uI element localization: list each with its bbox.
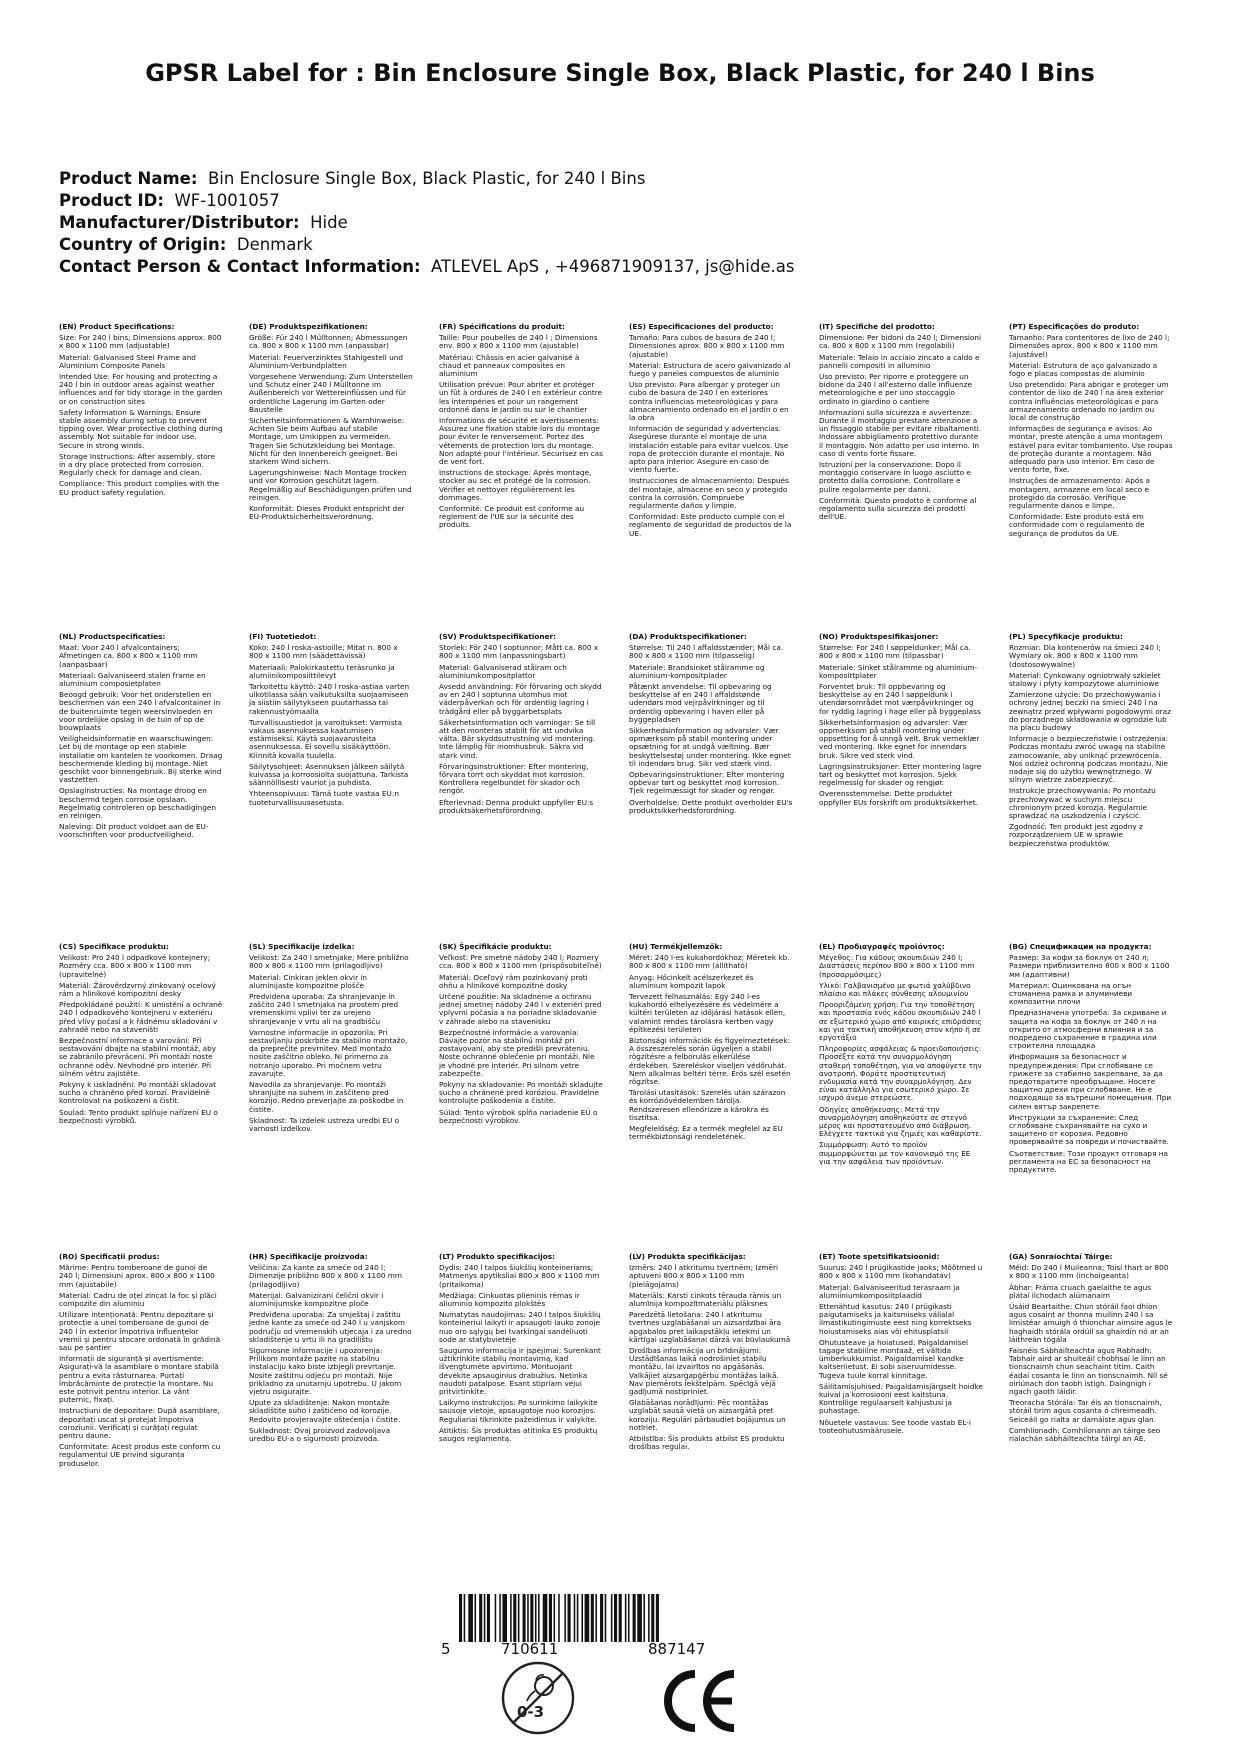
language-paragraph: Informacje o bezpieczeństwie i ostrzeżenia: Podczas montażu zwróć uwagę na stabilne zamocowanie, aby uniknąć przewrócenia. Noś odzież ochronną podczas montażu. Nie nadaje się do użytku wewnętrznego. W silnym wietrze zabezpieczyć.: [1009, 734, 1169, 785]
language-paragraph: Atitiktis: Šis produktas atitinka ES produktų saugos reglamentą.: [439, 1425, 598, 1444]
language-paragraph: Mărime: Pentru tomberoane de gunoi de 240 l; Dimensiuni aprox. 800 x 800 x 1100 mm (ajustabile): [59, 1263, 215, 1289]
barcode-bar: [543, 1594, 548, 1642]
language-paragraph: Material: Cadru de oțel zincat la foc și plăci compozite din aluminiu: [59, 1290, 217, 1309]
language-section: [819, 1253, 983, 1438]
barcode-bar: [581, 1594, 583, 1642]
language-paragraph: Méid: Do 240 l Muileanna; Toisí thart ar 800 x 800 x 1100 mm (inchoigeanta): [1009, 1263, 1169, 1281]
language-paragraph: Tarkoitettu käyttö: 240 l roska-astiaa varten ulkotilassa sään vaikutuksilta suojaamiseen ja siistiin säilytykseen puutarhassa tai rakennustyömaalla: [249, 682, 410, 716]
barcode-bar: [577, 1594, 579, 1642]
language-paragraph: Matériau: Châssis en acier galvanisé à chaud et panneaux composites en aluminium: [439, 352, 580, 379]
language-paragraph: Sukladnost: Ovaj proizvod zadovoljava uredbu EU-a o sigurnosti proizvoda.: [249, 1425, 391, 1444]
language-paragraph: Overensstemmelse: Dette produktet oppfyller EUs forskrift om produktsikkerhet.: [819, 789, 978, 807]
language-paragraph: Предназначена употреба: За скриване и защита на кофа за боклук от 240 л на открито от атмосферни влияния и за подредено съхранение в градина или строителна площадка: [1009, 1008, 1167, 1051]
language-paragraph: Conformitate: Acest produs este conform cu regulamentul UE privind siguranța produselor.: [59, 1442, 221, 1468]
language-paragraph: Overholdelse: Dette produkt overholder EU's produktsikkerhedsforordning.: [629, 797, 793, 815]
barcode-bar: [611, 1594, 613, 1642]
language-paragraph: Uso previsto: Per riporre e proteggere un bidone da 240 l all'esterno dalle influenze meteorologiche e per uno stoccaggio ordinato in giardino o cantiere: [819, 372, 972, 406]
barcode-bar: [619, 1594, 622, 1642]
language-heading: (EL) Προδιαγραφές προϊόντος:: [819, 942, 945, 951]
language-paragraph: Velikost: Za 240 l smetnjake; Mere približno 800 x 800 x 1100 mm (prilagodljivo): [249, 953, 409, 971]
language-heading: (FI) Tuotetiedot:: [249, 632, 317, 641]
language-section: [59, 943, 223, 1128]
language-heading: (ES) Especificaciones del producto:: [629, 322, 774, 331]
language-paragraph: Turvallisuustiedot ja varoitukset: Varmista vakaus asennuksessa kaatumisen estämiseksi. Käytä suojavarusteita asennuksessa. Ei sovellu sisäkäyttöön. Kiinnitä kovalla tuulella.: [249, 717, 402, 760]
barcode-bar: [648, 1594, 650, 1642]
language-paragraph: Instrucciones de almacenamiento: Después del montaje, almacene en seco y protegido contra la corrosión. Compruebe regularmente daños y limpie.: [629, 476, 789, 511]
barcode-bar: [495, 1594, 497, 1642]
language-paragraph: Ohutusteave ja hoiatused: Paigaldamisel tagage stabiilne montaaž, et vältida ümberkukkumist. Paigaldamisel kandke kaitseriietust. Ei sobi siseruumidesse. Tugeva tuule korral kinnitage.: [819, 1337, 969, 1380]
info-value: ATLEVEL ApS , +496871909137, js@hide.as: [431, 257, 795, 276]
language-paragraph: Materiál: Oceľový rám pozinkovaný proti ohňu a hliníkové kompozitné dosky: [439, 972, 588, 990]
language-heading: (GA) Sonraíochtaí Táirge:: [1009, 1252, 1113, 1261]
barcode-bar: [484, 1594, 486, 1642]
language-paragraph: Informazioni sulla sicurezza e avvertenze: Durante il montaggio prestare attenzione a un fissaggio stabile per evitare ribaltamenti. Indossare abbigliamento protettivo durante il montaggio. Non adatto per uso interno. In caso di vento forte fissare.: [819, 407, 982, 458]
barcode-bar: [651, 1594, 654, 1642]
language-paragraph: Ettenähtud kasutus: 240 l prügikasti paigutamiseks ja kaitsmiseks välialal ilmastikutingimuste eest ning korrektseks hoiustamiseks aias või ehitusplatsil: [819, 1302, 972, 1336]
barcode-bar: [605, 1594, 607, 1642]
language-paragraph: Biztonsági információk és figyelmeztetések: A összeszerelés során ügyeljen a stabil rögzítésre a felborulás elkerülése érdekében. Szereléskor viseljen védőruhát. Nem alkalmas beltéri térre. Erős szél esetén rögzítse.: [629, 1036, 791, 1087]
language-paragraph: Material: Cinkiran jeklen okvir in aluminijaste kompozitne plošče: [249, 972, 368, 990]
language-paragraph: Συμμόρφωση: Αυτό το προϊόν συμμορφώνεται με τον κανονισμό της ΕΕ για την ασφάλεια των προϊόντων.: [819, 1140, 971, 1166]
language-heading: (LT) Produkto specifikacijos:: [439, 1252, 556, 1261]
language-paragraph: Conformità: Questo prodotto è conforme al regolamento sulla sicurezza dei prodotti dell'UE.: [819, 495, 977, 522]
language-paragraph: Predviđena uporaba: Za smještaj i zaštitu jedne kante za smeće od 240 l u vanjskom području od vremenskih utjecaja i za uredno skladištenje u vrtu ili na gradilištu: [249, 1310, 412, 1344]
language-paragraph: Uso pretendido: Para abrigar e proteger um contentor de lixo de 240 l na área exterior contra influências meteorológicas e para armazenamento ordenado no jardim ou local de construção: [1009, 380, 1169, 423]
language-paragraph: Storlek: För 240 l soptunnor; Mått ca. 800 x 800 x 1100 mm (anpassningsbart): [439, 643, 599, 661]
language-section: [1009, 633, 1173, 851]
language-paragraph: Lagringsinstruksjoner: Etter montering lagre tørt og beskyttet mot korrosjon. Sjekk regelmessig for skader og rengjør.: [819, 761, 982, 788]
language-paragraph: Ábhar: Fráma cruach gaelaithe te agus plátaí ilchodach alúmanaim: [1009, 1282, 1152, 1300]
language-paragraph: Информация за безопасност и предупреждения: При сглобяване се грижете за стабилно закрепване, за да предотвратите преобръщане. Носете защитно дрехи при сглобяване. Не е подходящо за вътрешни помещения. При силен вятър закрепете.: [1009, 1052, 1172, 1111]
barcode: [455, 1594, 760, 1642]
language-heading: (FR) Spécifications du produit:: [439, 322, 565, 331]
barcode-bar: [585, 1594, 590, 1642]
language-paragraph: Instrukcje przechowywania: Po montażu przechowywać w suchym miejscu chronionym przed korozją. Regularnie sprawdzać na uszkodzenia i czyścić.: [1009, 786, 1156, 821]
language-paragraph: Paredzētā lietošana: 240 l atkritumu tvertnes uzglabāšanai un aizsardzībai āra apgabalos pret laikapstākļu ietekmi un kārtīgai uzglabāšanai dārzā vai būvlaukumā: [629, 1310, 791, 1344]
language-paragraph: Glabāšanas norādījumi: Pēc montāžas uzglabāt sausā vietā un aizsargātā pret koroziju. Regulāri pārbaudiet bojājumus un notīriet.: [629, 1398, 786, 1432]
barcode-bar: [633, 1594, 636, 1642]
language-heading: (DE) Produktspezifikationen:: [249, 322, 368, 331]
barcode-bar: [591, 1594, 594, 1642]
language-paragraph: Lagerungshinweise: Nach Montage trocken und vor Korrosion geschützt lagern. Regelmäßig auf Beschädigungen prüfen und reinigen.: [249, 468, 412, 502]
language-paragraph: Storage Instructions: After assembly, store in a dry place protected from corrosion. Regularly check for damage and clean.: [59, 451, 216, 478]
language-section: [629, 323, 793, 541]
language-paragraph: Размер: За кофи за боклук от 240 л; Размери приблизително 800 x 800 x 1100 мм (адаптивни): [1009, 953, 1170, 979]
barcode-bar: [600, 1594, 603, 1642]
barcode-bar: [535, 1594, 537, 1642]
language-heading: (SK) Špecifikácie produktu:: [439, 942, 552, 951]
language-paragraph: Upute za skladištenje: Nakon montaže skladištite suho i zaštićeno od korozije. Redovito provjeravajte oštećenja i čistite.: [249, 1398, 401, 1424]
barcode-bar: [625, 1594, 627, 1642]
barcode-bar: [538, 1594, 540, 1642]
language-paragraph: Megfelelőség: Ez a termék megfelel az EU termékbiztonsági rendeletének.: [629, 1124, 783, 1142]
language-paragraph: Beoogd gebruik: Voor het onderstellen en beschermen van een 240 l afvalcontainer in de buitenruimte tegen weersinvloeden en voor ordelijke opslag in de tuin of op de bouwplaats: [59, 690, 221, 733]
language-paragraph: Materiał: Cynkowany ogniotrwały szkielet stalowy i płyty kompozytowe aluminiowe: [1009, 670, 1161, 689]
language-paragraph: Instrucțiuni de depozitare: După asamblare, depozitați uscat și protejat împotriva coroziunii. Verificați și curățați regulat pentru daune.: [59, 1406, 220, 1441]
language-paragraph: Pokyny na skladovanie: Po montáži skladujte sucho a chránené pred koróziou. Pravidelne kontrolujte poškodenia a čistite.: [439, 1080, 603, 1106]
language-paragraph: Faisnéis Sábháilteachta agus Rabhadh: Tabhair aird ar shuiteáil chobhsaí le linn an tionscnaimh chun seachaint titim. Caith éadaí cosanta le linn an tionscnaimh. Níl sé oiriúnach don taobh istigh. Daingnigh i ngach gaoth láidir.: [1009, 1346, 1168, 1397]
barcode-bar: [568, 1594, 571, 1642]
language-heading: (SL) Specifikacije izdelka:: [249, 942, 355, 951]
barcode-bar: [487, 1594, 490, 1642]
info-value: WF-1001057: [174, 191, 280, 210]
language-paragraph: Předpokládané použití: K umístění a ochraně 240 l odpadkového kontejneru v exteriéru před vlivy počasí a k řádnému skladování v zahradě nebo na staveništi: [59, 1000, 223, 1034]
language-paragraph: Größe: Für 240 l Mülltonnen; Abmessungen ca. 800 x 800 x 1100 mm (anpassbar): [249, 333, 408, 351]
language-paragraph: Numatytas naudojimas: 240 l talpos šiukšlių konteineriui laikyti ir apsaugoti lauko zonoje nuo oro sąlygų bei tvarkingai sandėliuoti sode ar statybvietėje: [439, 1310, 601, 1344]
ce-mark-icon: [662, 1668, 740, 1734]
language-paragraph: Opbevaringsinstruktioner: Efter montering opbevar tørt og beskyttet mod korrosion. Tjek regelmæssigt for skader og rengør.: [629, 770, 785, 796]
barcode-bar: [595, 1594, 597, 1642]
language-paragraph: Informações de segurança e avisos: Ao montar, preste atenção a uma montagem estável para evitar tombamento. Use roupas de proteção durante a montagem. Não adequado para uso interior. Em caso de vento forte, fixe.: [1009, 424, 1173, 475]
barcode-bar: [475, 1594, 477, 1642]
barcode-bar: [564, 1594, 566, 1642]
language-paragraph: Conformidade: Este produto está em conformidade com o regulamento de segurança de produtos da UE.: [1009, 512, 1145, 538]
barcode-bar: [513, 1594, 516, 1642]
language-paragraph: Úsáid Beartaithe: Chun stóráil faoi dhíon agus cosaint ar thonna muilinn 240 l sa limistéar amuigh ó thionchar aimsire agus le haghaidh stórála ordúil sa ghairdín nó ar an láithreán tógála: [1009, 1302, 1173, 1344]
language-paragraph: Conformidad: Este producto cumple con el reglamento de seguridad de productos de la UE.: [629, 512, 792, 538]
barcode-bar: [549, 1594, 552, 1642]
language-paragraph: Konformität: Dieses Produkt entspricht der EU-Produktsicherheitsverordnung.: [249, 504, 405, 522]
barcode-bar: [479, 1594, 482, 1642]
barcode-bar: [510, 1594, 512, 1642]
language-paragraph: Maat: Voor 240 l afvalcontainers; Afmetingen ca. 800 x 800 x 1100 mm (aanpasbaar): [59, 643, 198, 669]
language-section: [819, 323, 983, 524]
language-paragraph: Soulad: Tento produkt splňuje nařízení EU o bezpečnosti výrobků.: [59, 1107, 218, 1125]
language-section: [439, 1253, 603, 1446]
language-paragraph: Veiligheidsinformatie en waarschuwingen: Let bij de montage op een stabiele installatie om kantelen te voorkomen. Draag beschermende kleding bij montage. Niet geschikt voor binnengebruik. Bij sterke wind vastzetten.: [59, 734, 223, 785]
info-label: Product Name:: [59, 169, 198, 188]
language-paragraph: Materijal: Galvanizirani čelični okvir i aluminijumske kompozitne ploče: [249, 1290, 384, 1309]
info-value: Denmark: [236, 235, 313, 254]
language-paragraph: Efterlevnad: Denna produkt uppfyller EU:s produktsäkerhetsförordning.: [439, 797, 594, 815]
language-heading: (DA) Produktspecifikationer:: [629, 632, 747, 641]
language-paragraph: Opslaginstructies: Na montage droog en beschermd tegen corrosie opslaan. Regelmatig controleren op beschadigingen en reinigen.: [59, 786, 216, 821]
language-paragraph: Nõuetele vastavus: See toode vastab EL-i tooteohutusmäärusele.: [819, 1417, 971, 1435]
language-paragraph: Varnostne informacije in opozorila: Pri sestavljanju poskrbite za stabilno montažo, da preprečite prevrnitev. Med montažo nosite zaščitno obleko. Ni primerno za notranjo uporabo. Pri močnem vetru zavarujte.: [249, 1027, 408, 1078]
barcode-bar: [643, 1594, 645, 1642]
language-heading: (EN) Product Specifications:: [59, 322, 175, 331]
language-paragraph: Velikost: Pro 240 l odpadkové kontejnery; Rozměry cca. 800 x 800 x 1100 mm (upravitelné): [59, 953, 211, 979]
language-paragraph: Vorgesehene Verwendung: Zum Unterstellen und Schutz einer 240 l Mülltonne im Außenbereich vor Wettereinflüssen und für ordentliche Lagerung im Garten oder Baustelle: [249, 372, 413, 414]
language-paragraph: Určené použitie: Na skladnenie a ochranu jednej smetnej nádoby 240 l v exteriéri pred vplyvmi počasia a na poriadne skladovanie v záhrade alebo na stavenisku: [439, 992, 602, 1026]
language-section: [439, 943, 603, 1128]
barcode-bar: [459, 1594, 462, 1642]
barcode-bar: [554, 1594, 556, 1642]
language-paragraph: Dimensione: Per bidoni da 240 l; Dimensioni ca. 800 x 800 x 1100 mm (regolabili): [819, 333, 982, 351]
language-paragraph: Säilytysohjeet: Asennuksen jälkeen säilytä kuivassa ja korroosiolta suojattuna. Tarkista säännöllisesti vauriot ja puhdista.: [249, 761, 409, 788]
language-paragraph: Yhteensopivuus: Tämä tuote vastaa EU:n tuoteturvallisuusasetusta.: [249, 789, 399, 807]
language-paragraph: Materiale: Telaio in acciaio zincato a caldo e pannelli compositi in alluminio: [819, 352, 980, 370]
language-paragraph: Utilizare intenționată: Pentru depozitare și protecție a unei tomberoane de gunoi de 240 l în exterior împotriva influențelor vremii și pentru stocare ordonată în grădină sau pe șantier: [59, 1310, 221, 1353]
info-label: Country of Origin:: [59, 235, 227, 254]
barcode-digits-left: 710611: [501, 1640, 559, 1658]
barcode-bar: [464, 1594, 466, 1642]
info-row: [59, 234, 794, 256]
language-paragraph: Medžiaga: Cinkuotas plieninis rėmas ir aliuminio kompozito plokštės: [439, 1290, 580, 1309]
language-paragraph: Οδηγίες αποθήκευσης: Μετά την συναρμολόγηση αποθηκεύστε σε στεγνό μέρος και προστατευμένο από διάβρωση. Ελέγχετε τακτικά για ζημιές και καθαρίστε.: [819, 1104, 982, 1139]
language-paragraph: Material: Estructura de acero galvanizado al fuego y paneles compuestos de aluminio: [629, 360, 791, 379]
barcode-bar: [656, 1594, 659, 1642]
barcode-bar: [558, 1594, 560, 1642]
language-paragraph: Izmērs: 240 l atkritumu tvertnēm; Izmēri aptuveni 800 x 800 x 1100 mm (pielāgojams): [629, 1263, 779, 1289]
language-heading: (IT) Specifiche del prodotto:: [819, 322, 935, 331]
info-value: Hide: [310, 213, 348, 232]
language-paragraph: Материал: Оцинкована на огън стоманена рамка и алуминиеви композитни плочи: [1009, 980, 1133, 1007]
language-paragraph: Materiaali: Palokirkastettu teräsrunko ja alumiinikomposiittilevyt: [249, 662, 395, 680]
language-section: [439, 323, 603, 533]
language-paragraph: Veľkosť: Pre smetné nádoby 240 l; Rozmery cca. 800 x 800 x 1100 mm (prispôsobiteľné): [439, 953, 602, 971]
language-paragraph: Dydis: 240 l talpos šiukšlių konteineriams; Matmenys apytiksliai 800 x 800 x 1100 mm (pritaikoma): [439, 1263, 600, 1289]
language-section: [629, 1253, 793, 1454]
language-paragraph: Størrelse: For 240 l søppeldunker; Mål ca. 800 x 800 x 1100 mm (tilpassbar): [819, 643, 971, 661]
language-paragraph: Atbilstība: Šis produkts atbilst ES produktu drošības regulai.: [629, 1434, 785, 1452]
barcode-bar: [518, 1594, 520, 1642]
language-paragraph: Utilisation prévue: Pour abriter et protéger un fût à ordures de 240 l en extérieur contre les intempéries et pour un rangement ordonné dans le jardin ou sur le chantier: [439, 380, 603, 414]
product-info: [59, 168, 794, 278]
barcode-bar: [614, 1594, 617, 1642]
language-paragraph: Съответствие: Този продукт отговаря на регламента на ЕС за безопасност на продуктите.: [1009, 1148, 1169, 1175]
language-paragraph: Safety Information & Warnings: Ensure stable assembly during setup to prevent tipping over. Wear protective clothing during assembly. Not suitable for indoor use. Secure in strong winds.: [59, 407, 223, 450]
barcode-bar: [628, 1594, 630, 1642]
info-row: [59, 212, 794, 234]
page-title: GPSR Label for : Bin Enclosure Single Box, Black Plastic, for 240 l Bins: [145, 59, 1095, 87]
language-heading: (PT) Especificações do produto:: [1009, 322, 1140, 331]
language-heading: (ET) Toote spetsifikatsioonid:: [819, 1252, 940, 1261]
barcode-digit-first: 5: [441, 1640, 451, 1658]
language-paragraph: Μέγεθος: Για κάδους σκουπιδιών 240 l; Διαστάσεις περίπου 800 x 800 x 1100 mm (προσαρμόσιμες): [819, 953, 975, 979]
language-section: [1009, 1253, 1173, 1446]
language-paragraph: Sikkerhedsinformation og advarsler: Vær opmærksom på stabil montering under opsætning for at undgå væltning. Bær beskyttelsestøj under montering. Ikke egnet til indendørs brug. Sikr ved stærk vind.: [629, 726, 791, 768]
language-heading: (LV) Produkta specifikācijas:: [629, 1252, 746, 1261]
barcode-bar: [468, 1594, 473, 1642]
language-section: [59, 1253, 223, 1471]
language-paragraph: Rozmiar: Dla kontenerów na śmieci 240 l; Wymiary ok. 800 x 800 x 1100 mm (dostosowywalne): [1009, 643, 1161, 669]
language-heading: (NL) Productspecificaties:: [59, 632, 166, 641]
language-section: [629, 633, 793, 818]
language-paragraph: Tárolási utasítások: Szerelés után szárazon és korrózióvédelemben tárolja. Rendszeresen ellenőrizze a károkra és tisztítsa.: [629, 1088, 786, 1122]
language-paragraph: Intended Use: For housing and protecting a 240 l bin in outdoor areas against weather influences and for tidy storage in the garden or on construction sites: [59, 372, 223, 406]
language-paragraph: Materiál: Žárověrdzvrný zinkovaný ocelový rám a hliníkové kompozitní desky: [59, 980, 216, 999]
language-paragraph: Υλικό: Γαλβανισμένο με φωτιά χαλύβδινο πλαίσιο και πλάκες σύνθεσης αλουμινίου: [819, 980, 971, 999]
language-paragraph: Predvidena uporaba: Za shranjevanje in zaščito 240 l smetnjaka na prostem pred vremenskimi vplivi ter za urejeno shranjevanje v vrtu ali na gradbišču: [249, 992, 399, 1026]
language-paragraph: Bezpečnostní informace a varování: Při sestavování dbajte na stabilní montáž, aby se zabránilo převrácení. Při montáži noste ochranné oděv. Nevhodné pro interiér. Při silném větru zajistěte.: [59, 1036, 217, 1078]
language-paragraph: Laikymo instrukcijos: Po surinkimo laikykite sausoje vietoje, apsaugotoje nuo korozijos. Reguliariai tikrinkite pažeidimus ir valykite.: [439, 1398, 598, 1424]
language-paragraph: Suurus: 240 l prügikastide jaoks; Mõõtmed u 800 x 800 x 1100 mm (kohandatav): [819, 1263, 983, 1281]
language-paragraph: Tervezett felhasználás: Egy 240 l-es kukahordó elhelyezésére és védelmére a kültéri területen az időjárási hatások ellen, valamint rendes tárolásra kertben vagy építkezési területen: [629, 992, 786, 1034]
language-paragraph: Uso previsto: Para albergar y proteger un cubo de basura de 240 l en exteriores contra influencias meteorológicas y para almacenamiento ordenado en el jardín o en la obra: [629, 380, 789, 423]
language-paragraph: Materjal: Galvaniseeritud terasraam ja alumiiniumkomposiitplaadid: [819, 1282, 960, 1300]
language-paragraph: Anyag: Hőcinkelt acélszerkezet és alumínium kompozit lapok: [629, 972, 754, 990]
age-warning-0-3-icon: [500, 1660, 576, 1736]
language-section: [249, 323, 413, 524]
language-heading: (BG) Спецификации на продукта:: [1009, 942, 1152, 951]
language-paragraph: Zamierzone użycie: Do przechowywania i ochrony jednej beczki na śmieci 240 l na zewnątrz przed wpływami pogodowymi oraz do porządnego składowania w ogrodzie lub na placu budowy: [1009, 690, 1171, 733]
language-paragraph: Säilitamisjuhised: Paigaldamisjärgselt hoidke kuival ja korrosiooni eest kaitstuna. Kontrollige regulaarselt kahjustusi ja puhastage.: [819, 1381, 983, 1416]
language-paragraph: Compliance: This product complies with the EU product safety regulation.: [59, 479, 220, 497]
language-paragraph: Sicherheitsinformationen & Warnhinweise: Achten Sie beim Aufbau auf stabile Montage, um Umkippen zu vermeiden. Tragen Sie Schutzkleidung bei Montage. Nicht für den Innenbereich geeignet. Bei starkem Wind sichern.: [249, 416, 405, 467]
language-section: [1009, 943, 1173, 1177]
info-label: Product ID:: [59, 191, 164, 210]
language-paragraph: Avsedd användning: För förvaring och skydd av en 240 l soptunna utomhus mot väderpåverkan och för ordentlig lagring i trädgård eller på byggarbetsplats: [439, 682, 602, 716]
language-paragraph: Sikkerhetsinformasjon og advarsler: Vær oppmerksom på stabil montering under oppsetting for å unngå velt. Bruk verneklær ved montering. Ikke egnet for innendørs bruk. Sikre ved sterk vind.: [819, 717, 980, 760]
language-section: [439, 633, 603, 818]
language-section: [819, 943, 983, 1169]
language-paragraph: Materiaal: Galvaniseerd stalen frame en aluminium composietplaten: [59, 670, 206, 689]
language-paragraph: Instruções de armazenamento: Após a montagem, armazene em local seco e protegido da corrosão. Verifique regularmente danos e limpe.: [1009, 476, 1150, 511]
language-paragraph: Drošības informācija un brīdinājumi: Uzstādīšanas laikā nodrošiniet stabilu montāžu, lai izvairītos no apgāšanās. Valkājiet aizsargapģērbu montāžas laikā. Nav piemērots iekštelpām. Spēcīgā vējā gadījumā nostipriniet.: [629, 1346, 779, 1397]
language-paragraph: Conformité: Ce produit est conforme au règlement de l'UE sur la sécurité des produits.: [439, 504, 585, 530]
barcode-bar: [499, 1594, 501, 1642]
language-paragraph: Saugumo informacija ir įspėjimai: Surenkant užtikrinkite stabilų montavimą, kad išvengtumėte apvirtimo. Montuojant dėvėkite apsauginius drabužius. Netinka naudoti patalpose. Esant stipriam vėjui pritvirtinkite.: [439, 1346, 601, 1397]
language-section: [249, 633, 413, 810]
barcode-bar: [637, 1594, 642, 1642]
language-paragraph: Size: For 240 l bins; Dimensions approx. 800 x 800 x 1100 mm (adjustable): [59, 333, 222, 351]
language-paragraph: Comhlíonadh: Comhlíonann an táirge seo rialachán sábháilteachta táirgí an AE.: [1009, 1425, 1161, 1444]
language-paragraph: Säkerhetsinformation och varningar: Se till att den monteras stabilt för att undvika välta. Bär skyddsutrustning vid montering. Inte lämplig för inomhusbruk. Säkra vid stark vind.: [439, 717, 596, 760]
language-paragraph: Navodila za shranjevanje: Po montaži shranjujte na suhem in zaščiteno pred korozijo. Redno preverjajte za poškodbe in čistite.: [249, 1080, 404, 1114]
svg-text:0-3: 0-3: [517, 1703, 545, 1721]
info-label: Manufacturer/Distributor:: [59, 213, 300, 232]
language-paragraph: Påtænkt anvendelse: Til opbevaring og beskyttelse af en 240 l affaldstønde udendørs mod vejrpåvirkninger og til ordentlig opbevaring i haven eller på byggepladsen: [629, 682, 772, 724]
language-paragraph: Informations de sécurité et avertissements: Assurez une fixation stable lors du montage pour éviter le renversement. Portez des vêtements de protection lors du montage. Non adapté pour l'intérieur. Sécurisez en cas de vent fort.: [439, 416, 603, 467]
language-paragraph: Istruzioni per la conservazione: Dopo il montaggio conservare in luogo asciutto e protetto dalla corrosione. Controllare e pulire regolarmente per danni.: [819, 460, 971, 494]
barcode-bar: [502, 1594, 507, 1642]
language-heading: (HR) Specifikacije proizvoda:: [249, 1252, 368, 1261]
barcode-digits-right: 887147: [648, 1640, 706, 1658]
language-paragraph: Tamaño: Para cubos de basura de 240 l; Dimensiones aprox. 800 x 800 x 1100 mm (ajustable): [629, 333, 785, 359]
info-row: [59, 168, 794, 190]
language-paragraph: Zgodność: Ten produkt jest zgodny z rozporządzeniem UE w sprawie bezpieczeństwa produktów.: [1009, 822, 1143, 848]
language-paragraph: Sigurnosne informacije i upozorenja: Prilikom montaže pazite na stabilnu instalaciju kako biste izbjegli prevrtanje. Nosite zaštitnu odjeću pri montaži. Nije prikladno za unutarnju upotrebu. U jakom vjetru osigurajte.: [249, 1346, 402, 1397]
language-section: [629, 943, 793, 1144]
language-paragraph: Méret: 240 l-es kukahordókhoz; Méretek kb. 800 x 800 x 1100 mm (állítható): [629, 953, 790, 971]
language-paragraph: Instructions de stockage: Après montage, stocker au sec et protégé de la corrosion. Vérifier et nettoyer régulièrement les dommages.: [439, 468, 592, 502]
info-value: Bin Enclosure Single Box, Black Plastic, for 240 l Bins: [207, 169, 646, 188]
language-paragraph: Material: Galvanised Steel Frame and Aluminium Composite Panels: [59, 352, 196, 370]
language-paragraph: Tamanho: Para contentores de lixo de 240 l; Dimensões aprox. 800 x 800 x 1100 mm (ajustável): [1009, 333, 1170, 359]
barcode-bar: [527, 1594, 529, 1642]
language-paragraph: Materiāls: Karsti cinkots tērauda rāmis un alumīnija kompozītmateriālu plāksnes: [629, 1290, 782, 1309]
language-heading: (PL) Specyfikacje produktu:: [1009, 632, 1123, 641]
language-paragraph: Materiale: Brandsinket stålramme og aluminium-kompositplader: [629, 662, 765, 680]
language-paragraph: Información de seguridad y advertencias: Asegúrese durante el montaje de una instalación estable para evitar vuelcos. Use ropa de protección durante el montaje. No apto para interior. Asegure en caso de viento fuerte.: [629, 424, 789, 475]
language-section: [819, 633, 983, 810]
language-paragraph: Forventet bruk: Til oppbevaring og beskyttelse av en 240 l søppeldunk i utendørsområdet mot værpåvirkninger og for ryddig lagring i hage eller på byggeplass: [819, 682, 981, 716]
language-paragraph: Informații de siguranță și avertismente: Asigurați-vă la asamblare o montare stabilă pentru a evita răsturnarea. Purtați îmbrăcăminte de protecție la montare. Nu este potrivit pentru interior. La vânt puternic, fixați.: [59, 1354, 219, 1405]
language-paragraph: Pokyny k uskladnění: Po montáži skladovat sucho a chráněno před korozí. Pravidelně kontrolovat na poškození a čistit.: [59, 1080, 216, 1106]
language-paragraph: Material: Feuerverzinktes Stahlgestell und Aluminium-Verbundplatten: [249, 352, 403, 370]
language-section: [59, 633, 223, 843]
barcode-bar: [530, 1594, 533, 1642]
language-paragraph: Material: Estrutura de aço galvanizado a fogo e placas compostas de alumínio: [1009, 360, 1158, 379]
language-paragraph: Treoracha Stórála: Tar éis an tionscnaimh, stóráil tirim agus cosanta ó chreimeadh. Seiceáil go rialta ar damáiste agus glan.: [1009, 1398, 1162, 1424]
info-row: [59, 190, 794, 212]
language-paragraph: Veličina: Za kante za smeće od 240 l; Dimenzije približno 800 x 800 x 1100 mm (prilagodljivo): [249, 1263, 403, 1289]
language-section: [249, 943, 413, 1136]
language-heading: (NO) Produktspesifikasjoner:: [819, 632, 939, 641]
language-section: [249, 1253, 413, 1446]
language-paragraph: Bezpečnostné informácie a varovania: Dávajte pozor na stabilnú montáž pri zostavovaní, aby ste predišli prevráteniu. Noste ochranné oblečenie pri montáži. Nie je vhodné pre interiér. Pri silnom vetre zabezpečte.: [439, 1027, 595, 1078]
language-paragraph: Material: Galvaniserad stålram och aluminiumkompositplattor: [439, 662, 567, 680]
language-heading: (RO) Specificații produs:: [59, 1252, 160, 1261]
language-heading: (SV) Produktspecifikationer:: [439, 632, 557, 641]
language-paragraph: Súlad: Tento výrobok spĺňa nariadenie EÚ o bezpečnosti výrobkov.: [439, 1107, 598, 1125]
language-paragraph: Προοριζόμενη χρήση: Για την τοποθέτηση και προστασία ενός κάδου σκουπιδιών 240 l σε εξωτερικό χώρο από καιρικές επιδράσεις και για τακτική αποθήκευση στον κήπο ή σε εργοτάξιο: [819, 1000, 982, 1043]
language-paragraph: Koko: 240 l roska-astioille; Mitat n. 800 x 800 x 1100 mm (säädettävissä): [249, 643, 398, 661]
language-paragraph: Skladnost: Ta izdelek ustreza uredbi EU o varnosti izdelkov.: [249, 1115, 400, 1134]
language-paragraph: Naleving: Dit product voldoet aan de EU-voorschriften voor productveiligheid.: [59, 822, 209, 840]
language-section: [1009, 323, 1173, 541]
language-section: [59, 323, 223, 500]
barcode-bar: [574, 1594, 576, 1642]
info-row: [59, 256, 794, 278]
info-label: Contact Person & Contact Information:: [59, 257, 421, 276]
barcode-bar: [523, 1594, 526, 1642]
language-paragraph: Инструкции за съхранение: След сглобяване съхранявайте на сухо и защитено от корозия. Редовно проверявайте за повреди и почиствайте.: [1009, 1112, 1169, 1147]
language-paragraph: Størrelse: Til 240 l affaldsstænder; Mål ca. 800 x 800 x 1100 mm (tilpasselig): [629, 643, 784, 661]
language-paragraph: Förvaringsinstruktioner: Efter montering, förvara torrt och skyddat mot korrosion. Kontrollera regelbundet för skador och rengör.: [439, 761, 589, 796]
language-heading: (CS) Specifikace produktu:: [59, 942, 169, 951]
language-paragraph: Materiale: Sinket stålramme og aluminium-komposittplater: [819, 662, 978, 680]
language-paragraph: Πληροφορίες ασφάλειας & προειδοποιήσεις: Προσέξτε κατά την συναρμολόγηση σταθερή τοποθέτηση, για να αποφύγετε την ανατροπή. Φοράτε προστατευτική ενδυμασία κατά την συναρμολόγηση. Δεν είναι κατάλληλο για εσωτερικό χώρο. Σε ισχυρό άνεμο στερεώστε.: [819, 1044, 982, 1103]
language-heading: (HU) Termékjellemzők:: [629, 942, 723, 951]
language-paragraph: Taille: Pour poubelles de 240 l ; Dimensions env. 800 x 800 x 1100 mm (ajustable): [439, 333, 598, 351]
